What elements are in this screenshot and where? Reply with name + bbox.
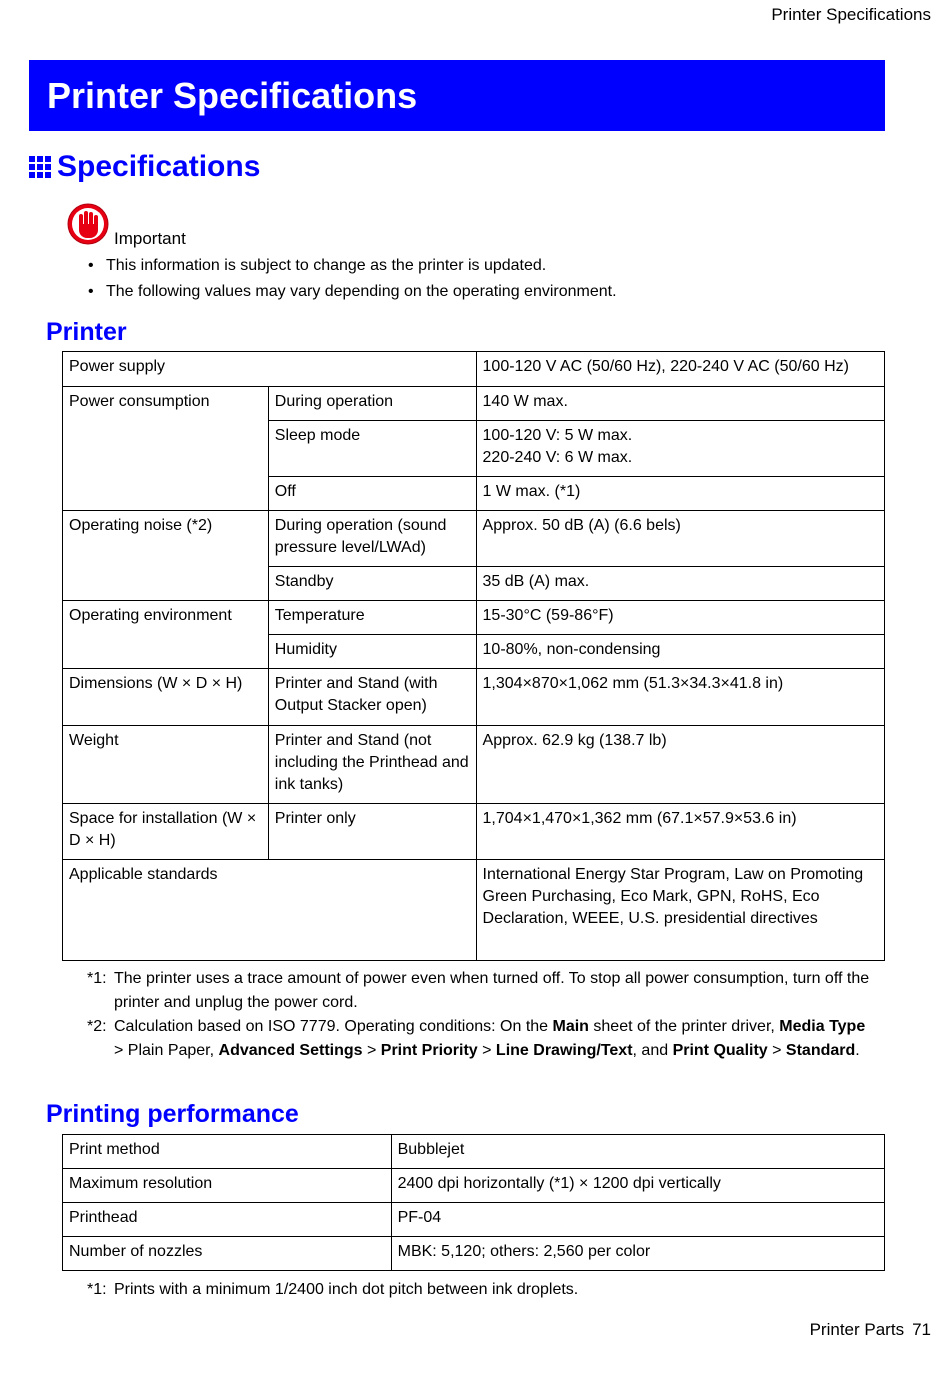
row-label: Operating environment bbox=[63, 601, 269, 669]
performance-table bbox=[62, 1134, 885, 1271]
important-label: Important bbox=[114, 229, 186, 248]
row-value: 1 W max. (*1) bbox=[476, 477, 884, 511]
table-row bbox=[63, 352, 885, 387]
row-value: Bubblejet bbox=[391, 1135, 884, 1169]
list-item: • This information is subject to change as the printer is updated. bbox=[88, 255, 617, 281]
row-sublabel: Humidity bbox=[268, 635, 476, 669]
table-row bbox=[63, 1135, 885, 1169]
footnote bbox=[87, 1015, 874, 1063]
row-value: Approx. 62.9 kg (138.7 lb) bbox=[476, 726, 884, 804]
row-value: International Energy Star Program, Law on Promoting Green Purchasing, Eco Mark, GPN, RoHS, Eco Declaration, WEEE, U.S. presidential directives bbox=[476, 860, 884, 961]
printer-footnotes bbox=[87, 967, 874, 1063]
row-label: Power supply bbox=[63, 352, 477, 387]
section-heading bbox=[29, 150, 260, 184]
row-sublabel: Sleep mode bbox=[268, 421, 476, 477]
page-footer bbox=[810, 1320, 931, 1340]
row-value: 10-80%, non-condensing bbox=[476, 635, 884, 669]
table-row bbox=[63, 804, 885, 860]
grid-icon bbox=[29, 156, 51, 178]
row-value: 15-30°C (59-86°F) bbox=[476, 601, 884, 635]
important-notes bbox=[88, 255, 617, 307]
printer-heading: Printer bbox=[46, 318, 127, 346]
row-sublabel: During operation (sound pressure level/LWAd) bbox=[268, 511, 476, 567]
row-sublabel: Standby bbox=[268, 567, 476, 601]
performance-heading: Printing performance bbox=[46, 1100, 299, 1128]
performance-footnotes bbox=[87, 1278, 874, 1302]
table-row bbox=[63, 1237, 885, 1271]
row-value: 35 dB (A) max. bbox=[476, 567, 884, 601]
list-item: • The following values may vary depending on the operating environment. bbox=[88, 281, 617, 307]
row-label: Dimensions (W × D × H) bbox=[63, 669, 269, 726]
row-label: Applicable standards bbox=[63, 860, 477, 961]
page-number: 71 bbox=[912, 1320, 931, 1339]
row-label: Print method bbox=[63, 1135, 392, 1169]
footnote bbox=[87, 967, 874, 1015]
row-value bbox=[476, 421, 884, 477]
table-row bbox=[63, 1203, 885, 1237]
row-sublabel: Printer and Stand (not including the Printhead and ink tanks) bbox=[268, 726, 476, 804]
row-value: 2400 dpi horizontally (*1) × 1200 dpi vertically bbox=[391, 1169, 884, 1203]
running-header: Printer Specifications bbox=[771, 5, 931, 24]
value-line: 100-120 V: 5 W max. bbox=[482, 427, 633, 444]
row-value: MBK: 5,120; others: 2,560 per color bbox=[391, 1237, 884, 1271]
row-value: PF-04 bbox=[391, 1203, 884, 1237]
table-row bbox=[63, 601, 885, 635]
footnote-mark: *1: bbox=[87, 1281, 107, 1298]
table-row bbox=[63, 1169, 885, 1203]
row-label: Maximum resolution bbox=[63, 1169, 392, 1203]
row-value: Approx. 50 dB (A) (6.6 bels) bbox=[476, 511, 884, 567]
footnote-text: Prints with a minimum 1/2400 inch dot pitch between ink droplets. bbox=[114, 1281, 579, 1298]
row-sublabel: During operation bbox=[268, 387, 476, 421]
hand-stop-icon bbox=[66, 202, 110, 246]
table-row bbox=[63, 387, 885, 421]
printer-spec-table bbox=[62, 351, 885, 961]
table-row bbox=[63, 726, 885, 804]
row-label: Number of nozzles bbox=[63, 1237, 392, 1271]
table-row bbox=[63, 511, 885, 567]
footnote-mark: *1: bbox=[87, 970, 107, 987]
row-label: Printhead bbox=[63, 1203, 392, 1237]
row-value: 140 W max. bbox=[476, 387, 884, 421]
footnote-text: Calculation based on ISO 7779. Operating conditions: On the Main sheet of the printer driver, Media Type > Plain Paper, Advanced Settings > Print Priority > Line Drawing/Text, and Print Quality > Standard. bbox=[114, 1018, 866, 1059]
footnote bbox=[87, 1278, 874, 1302]
value-line: 220-240 V: 6 W max. bbox=[482, 449, 633, 466]
footnote-mark: *2: bbox=[87, 1018, 107, 1035]
row-value: 100-120 V AC (50/60 Hz), 220-240 V AC (50/60 Hz) bbox=[476, 352, 884, 387]
page-title: Printer Specifications bbox=[29, 60, 885, 131]
footnote-text: The printer uses a trace amount of power even when turned off. To stop all power consumption, turn off the printer and unplug the power cord. bbox=[114, 970, 870, 1011]
table-row bbox=[63, 860, 885, 961]
row-label: Space for installation (W × D × H) bbox=[63, 804, 269, 860]
table-row bbox=[63, 669, 885, 726]
row-sublabel: Printer only bbox=[268, 804, 476, 860]
footer-section: Printer Parts bbox=[809, 1320, 905, 1339]
row-sublabel: Off bbox=[268, 477, 476, 511]
row-sublabel: Temperature bbox=[268, 601, 476, 635]
section-title: Specifications bbox=[57, 150, 261, 183]
row-label: Power consumption bbox=[63, 387, 269, 511]
row-value: 1,704×1,470×1,362 mm (67.1×57.9×53.6 in) bbox=[476, 804, 884, 860]
row-label: Weight bbox=[63, 726, 269, 804]
row-value: 1,304×870×1,062 mm (51.3×34.3×41.8 in) bbox=[476, 669, 884, 726]
row-sublabel: Printer and Stand (with Output Stacker open) bbox=[268, 669, 476, 726]
row-label: Operating noise (*2) bbox=[63, 511, 269, 601]
